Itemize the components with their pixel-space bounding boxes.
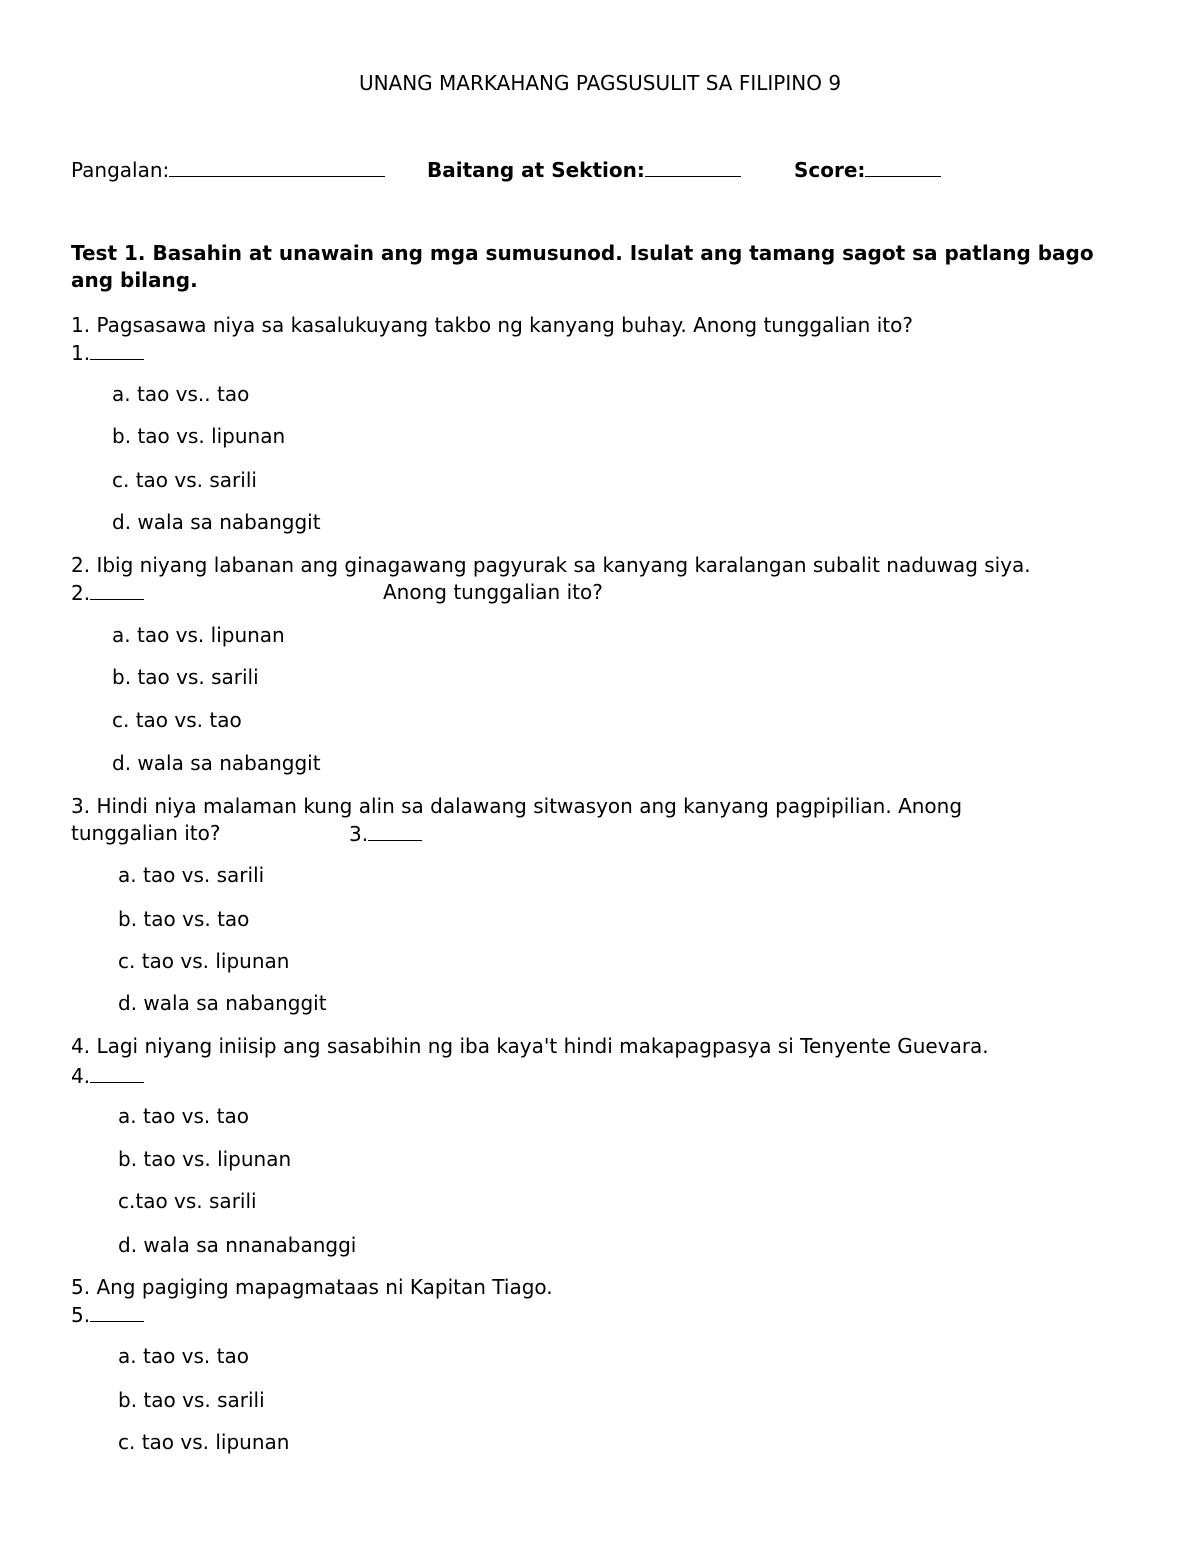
q1-option-b: b. tao vs. lipunan [112, 424, 286, 448]
score-field [794, 156, 941, 184]
answer-label: 2. [71, 581, 91, 605]
q2-option-a: a. tao vs. lipunan [112, 623, 285, 647]
page-title: UNANG MARKAHANG PAGSUSULIT SA FILIPINO 9 [358, 71, 842, 95]
q1-option-c: c. tao vs. sarili [112, 468, 257, 492]
question-1-answer [71, 339, 144, 367]
q4-option-a: a. tao vs. tao [118, 1104, 249, 1128]
score-blank[interactable] [865, 156, 941, 177]
q2-option-d: d. wala sa nabanggit [112, 751, 321, 775]
question-2-text: 2. Ibig niyang labanan ang ginagawang pagyurak sa kanyang karalangan subalit naduwag siya. [71, 553, 1031, 577]
grade-section-field [427, 156, 741, 184]
answer-label: 3. [349, 822, 369, 846]
question-2-text-cont: Anong tunggalian ito? [383, 580, 603, 604]
q3-option-c: c. tao vs. lipunan [118, 949, 290, 973]
question-5-answer [71, 1301, 144, 1329]
answer-blank-3[interactable] [368, 820, 422, 841]
test1-instruction: Test 1. Basahin at unawain ang mga sumusunod. Isulat ang tamang sagot sa patlang bago ang bilang. [71, 241, 1094, 292]
name-label: Pangalan: [71, 158, 170, 182]
q5-option-b: b. tao vs. sarili [118, 1388, 265, 1412]
question-3-answer [349, 820, 422, 848]
question-4-text: 4. Lagi niyang iniisip ang sasabihin ng iba kaya't hindi makapagpasya si Tenyente Guevara. [71, 1034, 989, 1058]
answer-label: 1. [71, 341, 91, 365]
answer-blank-4[interactable] [90, 1062, 144, 1083]
name-field [71, 156, 385, 184]
question-5-text: 5. Ang pagiging mapagmataas ni Kapitan Tiago. [71, 1275, 553, 1299]
q2-option-b: b. tao vs. sarili [112, 665, 259, 689]
score-label: Score: [794, 158, 866, 182]
q4-option-c: c.tao vs. sarili [118, 1189, 257, 1213]
question-3-text: 3. Hindi niya malaman kung alin sa dalawang sitwasyon ang kanyang pagpipilian. Anong [71, 794, 963, 818]
q1-option-a: a. tao vs.. tao [112, 382, 250, 406]
q2-option-c: c. tao vs. tao [112, 708, 242, 732]
name-blank[interactable] [169, 156, 385, 177]
q4-option-d: d. wala sa nnanabanggi [118, 1233, 357, 1257]
q1-option-d: d. wala sa nabanggit [112, 510, 321, 534]
q4-option-b: b. tao vs. lipunan [118, 1147, 292, 1171]
question-2-answer [71, 579, 144, 607]
question-1-text: 1. Pagsasawa niya sa kasalukuyang takbo ng kanyang buhay. Anong tunggalian ito? [71, 313, 913, 337]
answer-blank-2[interactable] [90, 579, 144, 600]
q3-option-b: b. tao vs. tao [118, 907, 250, 931]
question-4-answer [71, 1062, 144, 1090]
q5-option-a: a. tao vs. tao [118, 1344, 249, 1368]
question-3-text-cont: tunggalian ito? [71, 821, 221, 845]
q3-option-d: d. wala sa nabanggit [118, 991, 327, 1015]
grade-section-blank[interactable] [645, 156, 741, 177]
answer-label: 5. [71, 1303, 91, 1327]
q3-option-a: a. tao vs. sarili [118, 863, 265, 887]
answer-blank-1[interactable] [90, 339, 144, 360]
q5-option-c: c. tao vs. lipunan [118, 1430, 290, 1454]
answer-label: 4. [71, 1064, 91, 1088]
grade-section-label: Baitang at Sektion: [427, 158, 645, 182]
answer-blank-5[interactable] [90, 1301, 144, 1322]
